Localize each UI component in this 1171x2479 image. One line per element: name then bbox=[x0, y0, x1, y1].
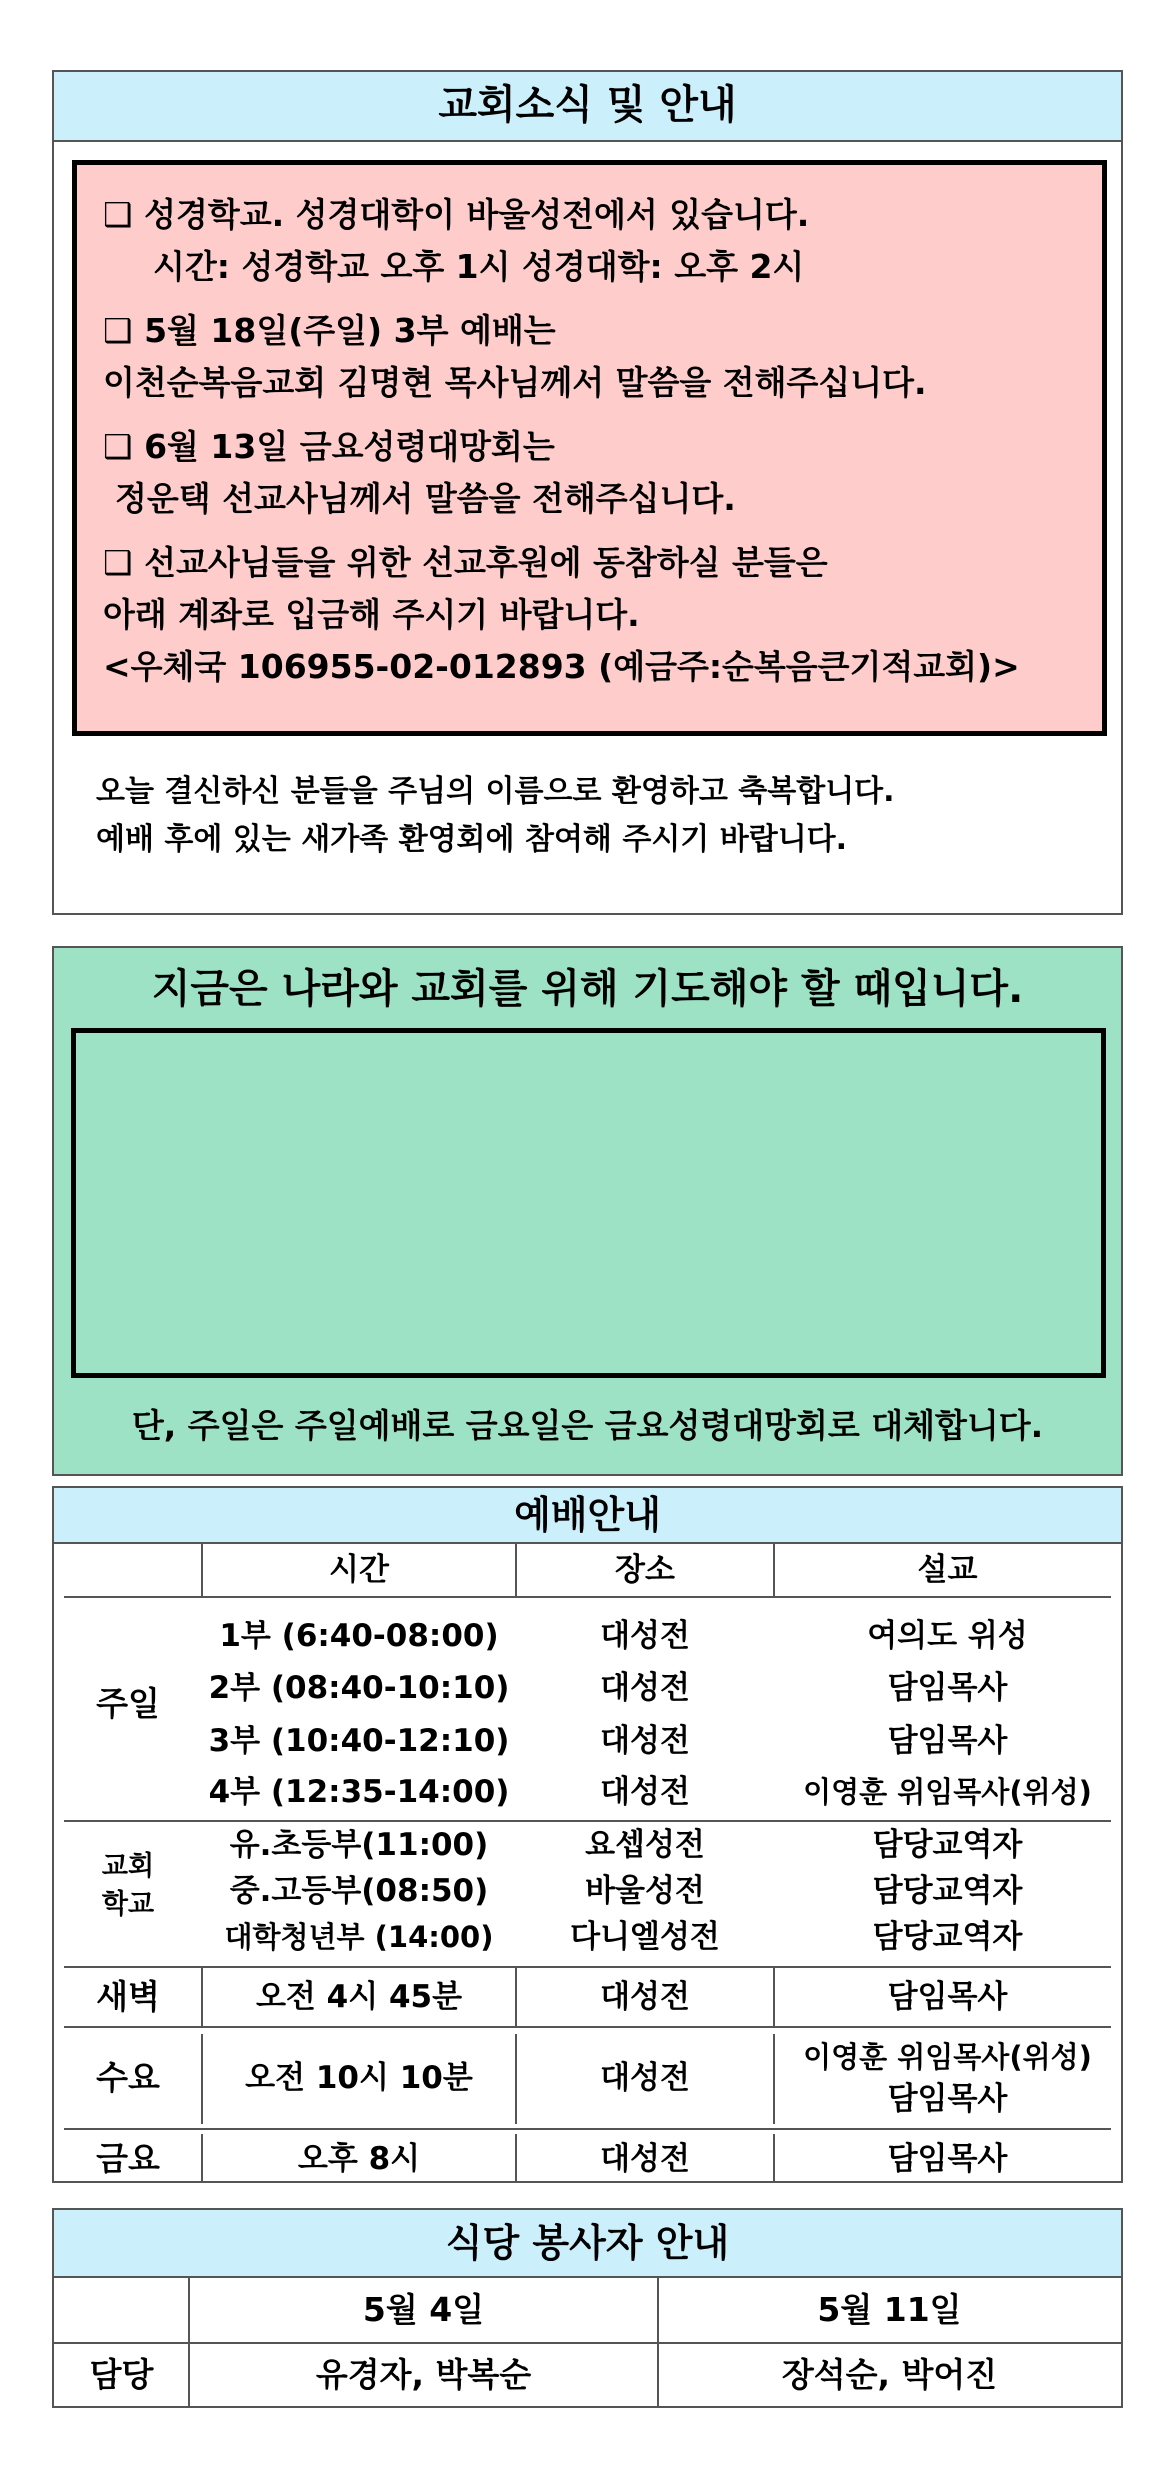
cafe-row-label: 담당 bbox=[89, 2355, 154, 2394]
divider bbox=[515, 2034, 517, 2124]
news-item-4-line-3: <우체국 106955-02-012893 (예금주:순복음큰기적교회)> bbox=[103, 647, 1020, 686]
table-row: 2부 (08:40-10:10) bbox=[208, 1670, 510, 1706]
table-row: 대성전 bbox=[600, 1670, 690, 1706]
news-item-1 bbox=[103, 189, 1078, 293]
divider bbox=[773, 1544, 775, 1596]
news-item-4-line-1: ❑ 선교사님들을 위한 선교후원에 동참하실 분들은 bbox=[103, 543, 828, 582]
cafe-date-1: 5월 4일 bbox=[362, 2290, 485, 2329]
divider bbox=[201, 1544, 203, 1596]
table-row: 대성전 bbox=[600, 1774, 690, 1810]
school-label-line-2: 학교 bbox=[101, 1889, 155, 1920]
table-row: 담당교역자 bbox=[872, 1827, 1023, 1863]
wednesday-preacher-line-2: 담임목사 bbox=[887, 2081, 1008, 2117]
table-row: 담임목사 bbox=[887, 1670, 1008, 1706]
cafe-date-2: 5월 11일 bbox=[817, 2290, 962, 2329]
sunday-group bbox=[54, 1598, 1121, 1810]
news-item-2-line-2: 이천순복음교회 김명현 목사님께서 말씀을 전해주십니다. bbox=[103, 363, 927, 402]
wednesday-label: 수요 bbox=[96, 2058, 160, 2097]
friday-time: 오후 8시 bbox=[297, 2141, 421, 2177]
dawn-place: 대성전 bbox=[600, 1979, 690, 2015]
table-row: 4부 (12:35-14:00) bbox=[208, 1774, 510, 1810]
news-title: 교회소식 및 안내 bbox=[54, 72, 1121, 142]
header-time: 시간 bbox=[329, 1552, 389, 1588]
friday-preacher: 담임목사 bbox=[887, 2141, 1008, 2177]
news-item-3-line-2: 정운택 선교사님께서 말씀을 전해주십니다. bbox=[115, 479, 736, 518]
table-row: 3부 (10:40-12:10) bbox=[208, 1723, 510, 1759]
table-row: 대성전 bbox=[600, 1723, 690, 1759]
divider bbox=[515, 2134, 517, 2182]
header-place: 장소 bbox=[615, 1552, 675, 1588]
table-row: 대성전 bbox=[600, 1618, 690, 1654]
table-row: 유.초등부(11:00) bbox=[229, 1827, 489, 1863]
divider bbox=[201, 2034, 203, 2124]
table-row: 이영훈 위임목사(위성) bbox=[803, 1775, 1092, 1809]
cafe-volunteer-2: 장석순, 박어진 bbox=[781, 2355, 998, 2394]
prayer-title: 지금은 나라와 교회를 위해 기도해야 할 때입니다. bbox=[151, 966, 1024, 1012]
friday-place: 대성전 bbox=[600, 2141, 690, 2177]
news-item-1-line-1: ❑ 성경학교. 성경대학이 바울성전에서 있습니다. bbox=[103, 195, 810, 234]
wednesday-time: 오전 10시 10분 bbox=[245, 2060, 473, 2096]
dawn-preacher: 담임목사 bbox=[887, 1979, 1008, 2015]
cafe-volunteer-1: 유경자, 박복순 bbox=[315, 2355, 532, 2394]
divider bbox=[515, 1544, 517, 1596]
news-item-4-line-2: 아래 계좌로 입금해 주시기 바랍니다. bbox=[103, 595, 640, 634]
table-row: 1부 (6:40-08:00) bbox=[219, 1618, 499, 1654]
wednesday-preacher-line-1: 이영훈 위임목사(위성) bbox=[803, 2040, 1092, 2074]
dawn-row bbox=[54, 1968, 1121, 2026]
news-item-2-line-1: ❑ 5월 18일(주일) 3부 예배는 bbox=[103, 311, 556, 350]
welcome-line-1: 오늘 결신하신 분들을 주님의 이름으로 환영하고 축복합니다. bbox=[96, 774, 895, 809]
table-row: 대학청년부 (14:00) bbox=[224, 1920, 494, 1954]
table-row: 여의도 위성 bbox=[867, 1618, 1028, 1654]
welcome-line-2: 예배 후에 있는 새가족 환영회에 참여해 주시기 바랍니다. bbox=[96, 822, 848, 857]
divider bbox=[515, 1968, 517, 2026]
divider bbox=[201, 1968, 203, 2026]
welcome-message bbox=[96, 768, 895, 864]
news-item-2 bbox=[103, 305, 1078, 409]
school-group bbox=[54, 1822, 1121, 1960]
news-item-4 bbox=[103, 537, 1078, 693]
wednesday-place: 대성전 bbox=[600, 2060, 690, 2096]
school-label-line-1: 교회 bbox=[101, 1851, 155, 1882]
table-row: 중.고등부(08:50) bbox=[229, 1873, 489, 1909]
divider bbox=[773, 1968, 775, 2026]
prayer-note: 단, 주일은 주일예배로 금요일은 금요성령대망회로 대체합니다. bbox=[131, 1406, 1044, 1445]
table-row: 담당교역자 bbox=[872, 1873, 1023, 1909]
news-panel bbox=[52, 70, 1123, 915]
wednesday-row bbox=[54, 2028, 1121, 2128]
divider bbox=[773, 2034, 775, 2124]
table-row: 바울성전 bbox=[585, 1873, 705, 1909]
news-item-3 bbox=[103, 421, 1078, 525]
news-item-1-line-2: 시간: 성경학교 오후 1시 성경대학: 오후 2시 bbox=[153, 247, 805, 286]
divider bbox=[54, 2342, 1121, 2344]
divider bbox=[201, 2134, 203, 2182]
worship-header-row bbox=[54, 1544, 1121, 1596]
news-box bbox=[72, 160, 1107, 736]
friday-label: 금요 bbox=[96, 2139, 160, 2178]
prayer-panel bbox=[52, 946, 1123, 1476]
divider bbox=[773, 2134, 775, 2182]
dawn-label: 새벽 bbox=[96, 1977, 160, 2016]
prayer-box bbox=[71, 1028, 1106, 1378]
cafe-title: 식당 봉사자 안내 bbox=[54, 2210, 1121, 2278]
table-row: 다니엘성전 bbox=[570, 1919, 720, 1955]
sunday-label: 주일 bbox=[96, 1684, 160, 1723]
worship-title: 예배안내 bbox=[54, 1488, 1121, 1544]
cafe-panel bbox=[52, 2208, 1123, 2408]
school-label bbox=[54, 1848, 202, 1924]
friday-row bbox=[54, 2130, 1121, 2182]
wednesday-preacher bbox=[774, 2036, 1121, 2120]
header-preacher: 설교 bbox=[917, 1552, 978, 1588]
table-row: 담임목사 bbox=[887, 1723, 1008, 1759]
table-row: 담당교역자 bbox=[872, 1919, 1023, 1955]
table-row: 요셉성전 bbox=[585, 1827, 705, 1863]
worship-panel bbox=[52, 1486, 1123, 2183]
dawn-time: 오전 4시 45분 bbox=[255, 1979, 463, 2015]
news-item-3-line-1: ❑ 6월 13일 금요성령대망회는 bbox=[103, 427, 555, 466]
